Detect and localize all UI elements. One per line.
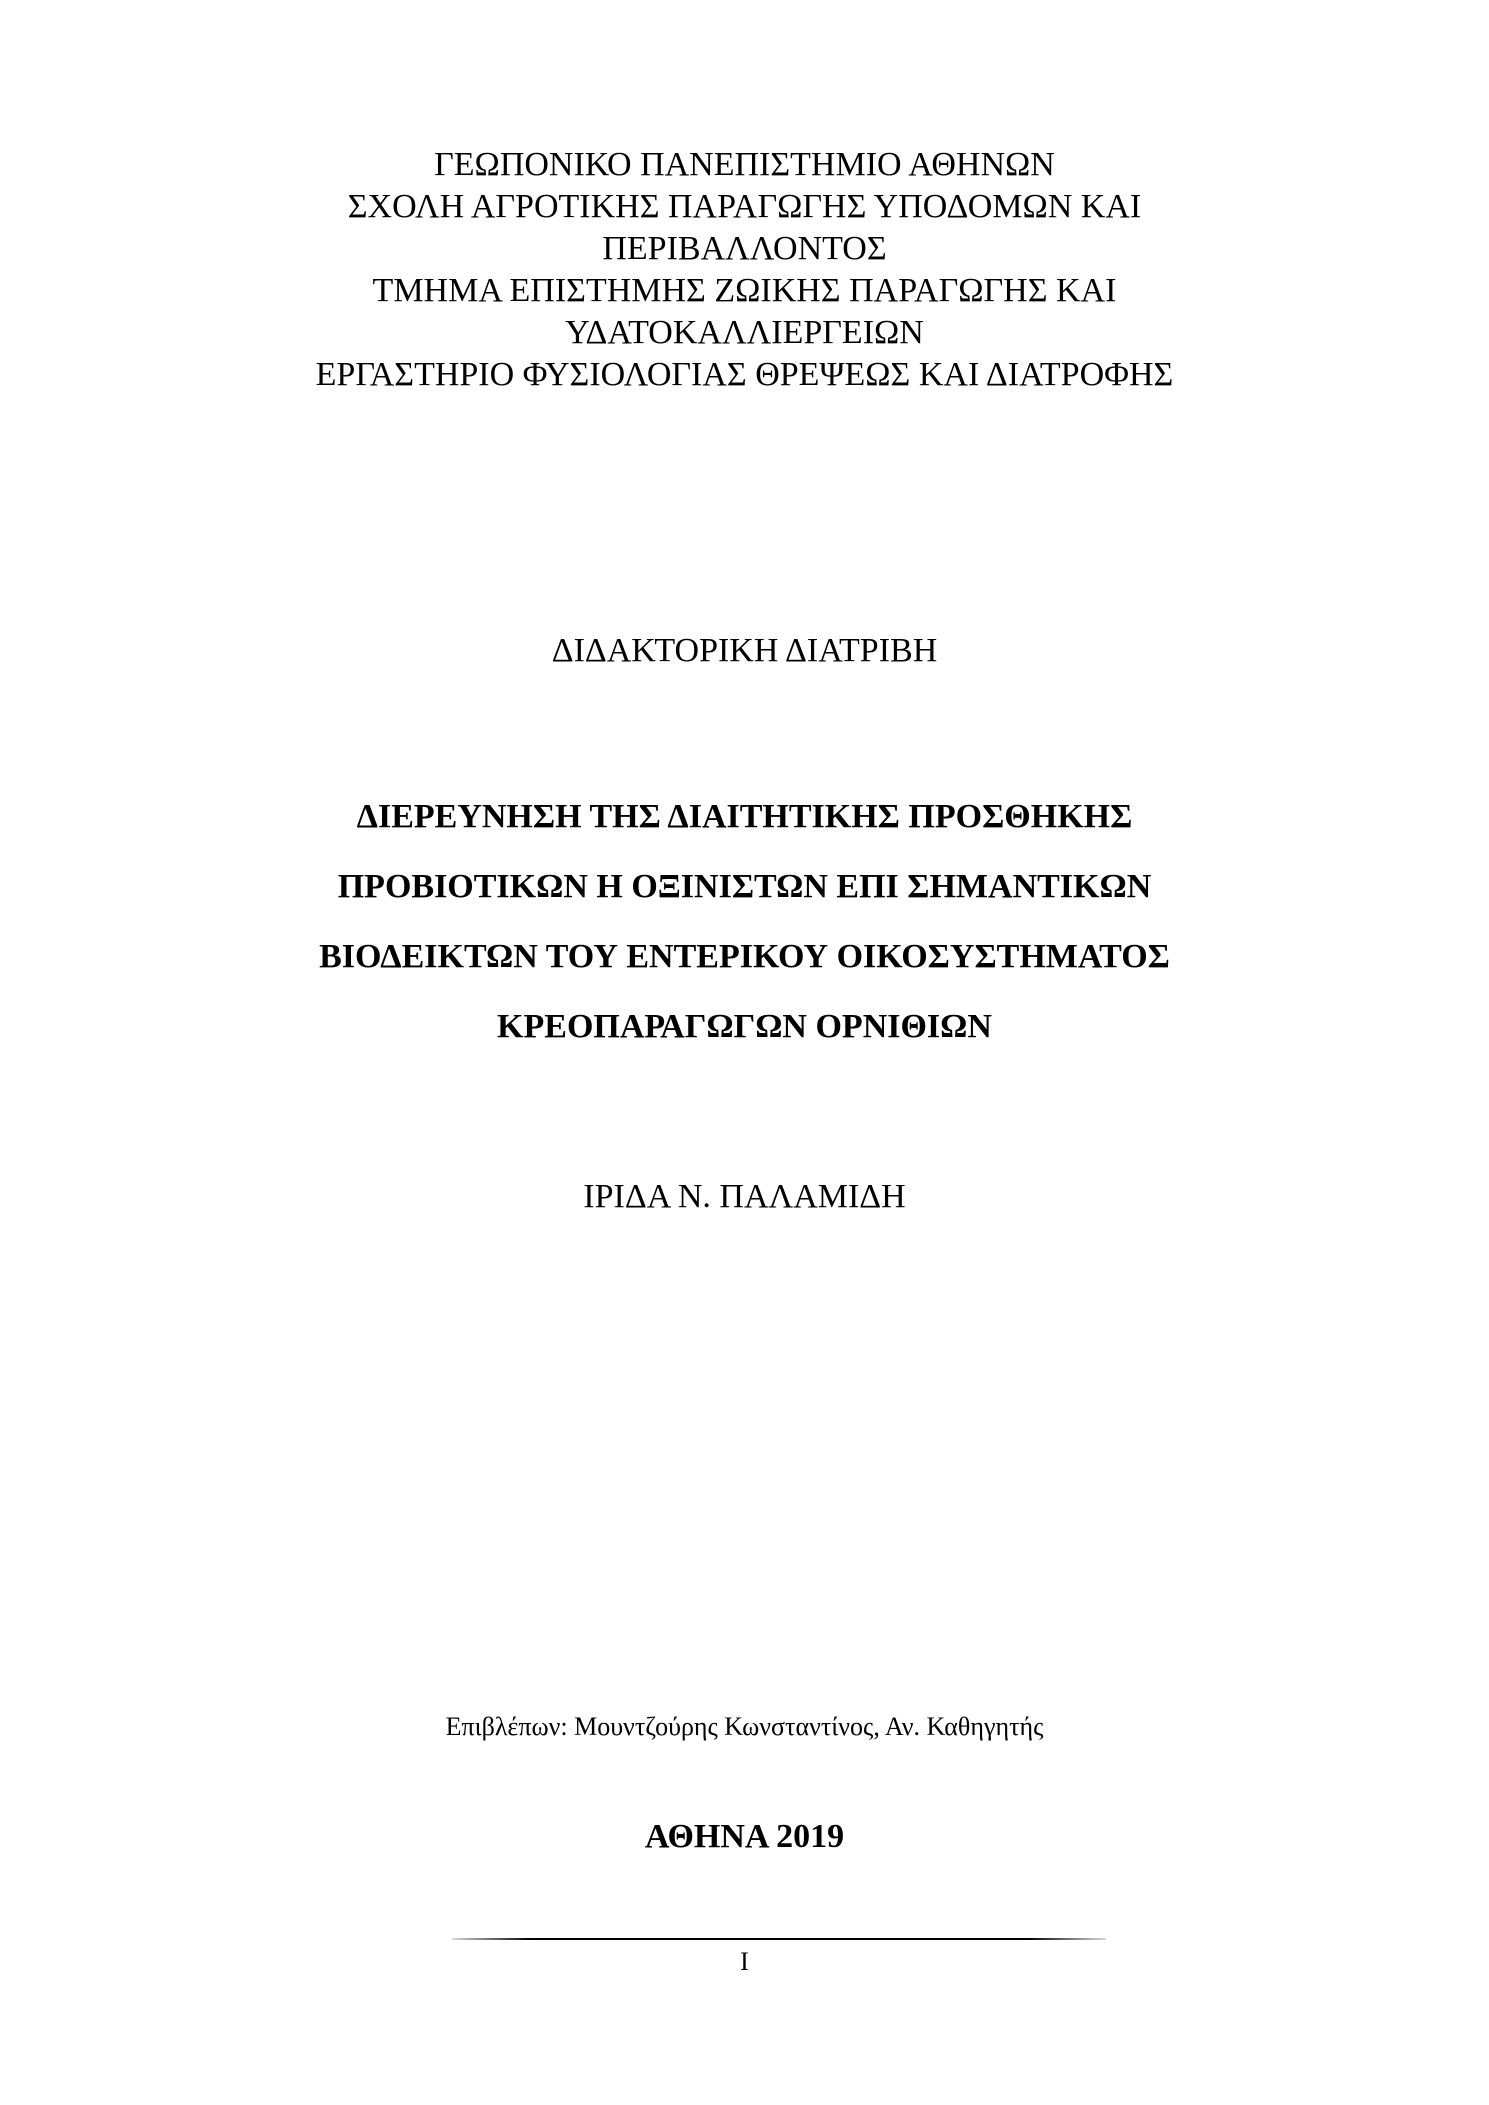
thesis-title-line: ΔΙΕΡΕΥΝΗΣΗ ΤΗΣ ΔΙΑΙΤΗΤΙΚΗΣ ΠΡΟΣΘΗΚΗΣ bbox=[356, 798, 1133, 835]
supervisor-line: Επιβλέπων: Μουντζούρης Κωνσταντίνος, Αν. Καθηγητής bbox=[445, 1712, 1044, 1741]
thesis-title-line: ΚΡΕΟΠΑΡΑΓΩΓΩΝ ΟΡΝΙΘΙΩΝ bbox=[497, 1008, 992, 1045]
place-year: ΑΘΗΝΑ 2019 bbox=[644, 1818, 845, 1855]
institution-line: ΥΔΑΤΟΚΑΛΛΙΕΡΓΕΙΩΝ bbox=[565, 314, 924, 351]
institution-line: ΓΕΩΠΟΝΙΚΟ ΠΑΝΕΠΙΣΤΗΜΙΟ ΑΘΗΝΩΝ bbox=[434, 146, 1055, 183]
institution-header bbox=[0, 144, 1489, 396]
footer-divider bbox=[452, 1938, 1106, 1940]
thesis-title bbox=[0, 782, 1489, 1062]
institution-line: ΤΜΗΜΑ ΕΠΙΣΤΗΜΗΣ ΖΩΙΚΗΣ ΠΑΡΑΓΩΓΗΣ ΚΑΙ bbox=[372, 272, 1117, 309]
page-number: I bbox=[740, 1947, 749, 1976]
thesis-title-line: ΠΡΟΒΙΟΤΙΚΩΝ Η ΟΞΙΝΙΣΤΩΝ ΕΠΙ ΣΗΜΑΝΤΙΚΩΝ bbox=[337, 868, 1152, 905]
thesis-title-line: ΒΙΟΔΕΙΚΤΩΝ ΤΟΥ ΕΝΤΕΡΙΚΟΥ ΟΙΚΟΣΥΣΤΗΜΑΤΟΣ bbox=[319, 938, 1170, 975]
institution-line: ΠΕΡΙΒΑΛΛΟΝΤΟΣ bbox=[602, 230, 887, 267]
institution-line: ΕΡΓΑΣΤΗΡΙΟ ΦΥΣΙΟΛΟΓΙΑΣ ΘΡΕΨΕΩΣ ΚΑΙ ΔΙΑΤΡΟΦΗΣ bbox=[315, 356, 1174, 393]
institution-line: ΣΧΟΛΗ ΑΓΡΟΤΙΚΗΣ ΠΑΡΑΓΩΓΗΣ ΥΠΟΔΟΜΩΝ ΚΑΙ bbox=[347, 188, 1142, 225]
author-name: ΙΡΙΔΑ Ν. ΠΑΛΑΜΙΔΗ bbox=[583, 1178, 906, 1215]
document-type: ΔΙΔΑΚΤΟΡΙΚΗ ΔΙΑΤΡΙΒΗ bbox=[551, 632, 938, 669]
